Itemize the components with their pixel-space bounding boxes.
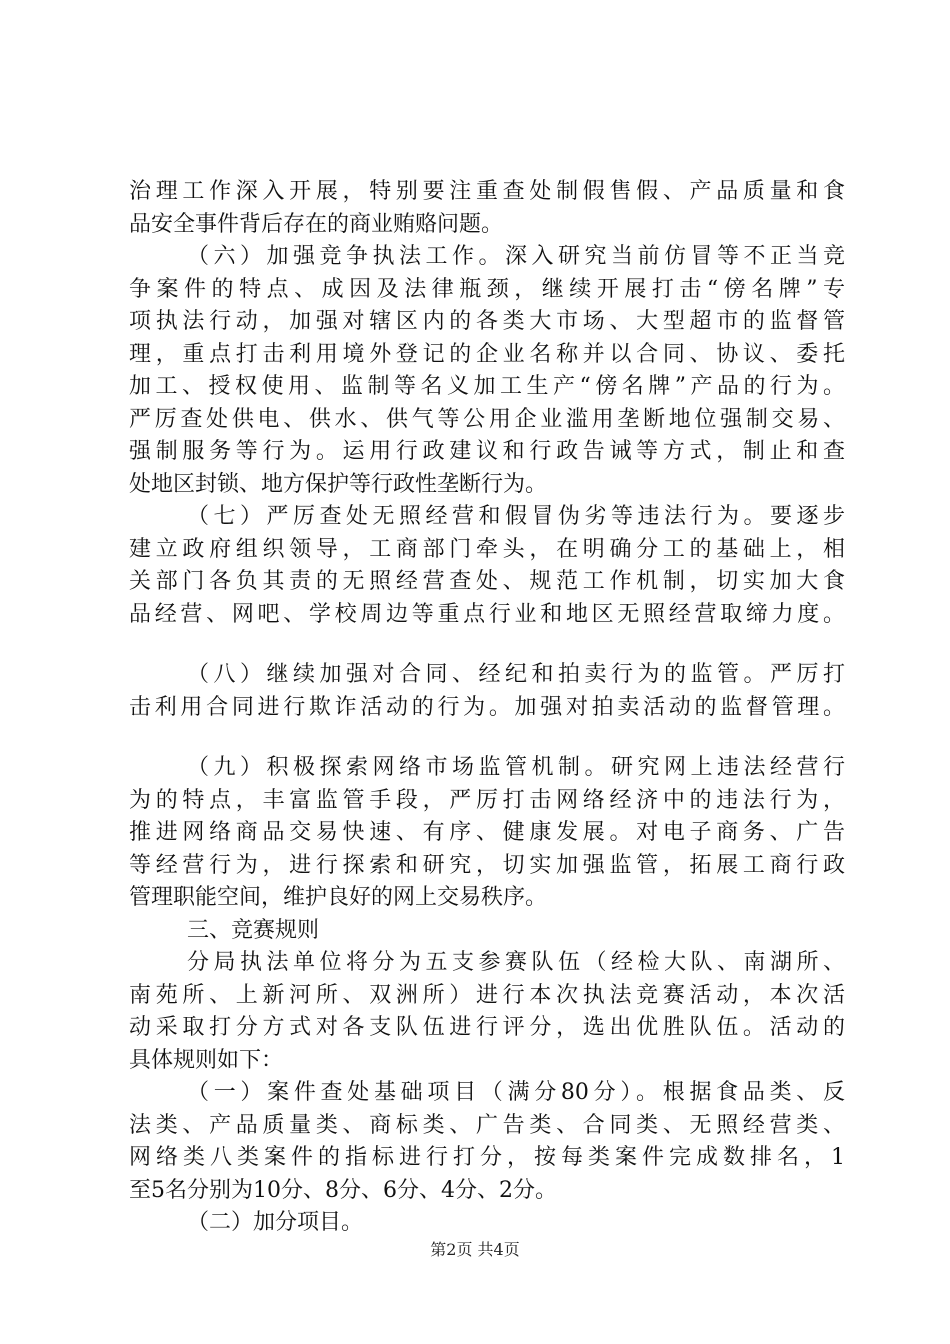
page-footer: 第2页 共4页 [430, 1240, 520, 1259]
text-line: 严厉查处供电、供水、供气等公用企业滥用垄断地位强制交易、 [129, 406, 845, 432]
text-line: 争案件的特点、成因及法律瓶颈，继续开展打击“傍名牌”专 [129, 276, 845, 302]
text-line: 建立政府组织领导，工商部门牵头，在明确分工的基础上，相 [129, 536, 845, 562]
text-line: 南苑所、上新河所、双洲所）进行本次执法竞赛活动，本次活 [129, 982, 845, 1008]
text-line: （一）案件查处基础项目（满分80分）。根据食品类、反 [187, 1080, 845, 1105]
text-line: 品经营、网吧、学校周边等重点行业和地区无照经营取缔力度。 [129, 601, 845, 627]
paragraph-gap [129, 724, 845, 752]
text-line: 分局执法单位将分为五支参赛队伍（经检大队、南湖所、 [187, 950, 845, 975]
section-heading: 三、竞赛规则 [187, 917, 320, 943]
text-line: 处地区封锁、地方保护等行政性垄断行为。 [129, 471, 548, 497]
text-line: （八）继续加强对合同、经纪和拍卖行为的监管。严厉打 [187, 662, 845, 687]
text-line: 等经营行为，进行探索和研究，切实加强监管，拓展工商行政 [129, 852, 845, 878]
text-line: 关部门各负其责的无照经营查处、规范工作机制，切实加大食 [129, 569, 845, 594]
paragraph-gap [129, 631, 845, 659]
text-line: 理，重点打击利用境外登记的企业名称并以合同、协议、委托 [129, 341, 845, 367]
document-body [129, 176, 845, 1240]
text-line: （二）加分项目。 [187, 1210, 364, 1235]
text-line: 动采取打分方式对各支队伍进行评分，选出优胜队伍。活动的 [129, 1015, 845, 1040]
text-line: 管理职能空间，维护良好的网上交易秩序。 [129, 885, 548, 910]
text-line: 项执法行动，加强对辖区内的各类大市场、大型超市的监督管 [129, 309, 845, 334]
text-line: 治理工作深入开展，特别要注重查处制假售假、产品质量和食 [129, 179, 845, 204]
text-line: （九）积极探索网络市场监管机制。研究网上违法经营行 [187, 755, 845, 780]
text-line: 品安全事件背后存在的商业贿赂问题。 [129, 211, 504, 237]
text-line: 强制服务等行为。运用行政建议和行政告诫等方式，制止和查 [129, 439, 845, 464]
text-line: 击利用合同进行欺诈活动的行为。加强对拍卖活动的监督管理。 [129, 694, 845, 720]
text-line: 具体规则如下： [129, 1047, 284, 1073]
text-line: 加工、授权使用、监制等名义加工生产“傍名牌”产品的行为。 [129, 374, 845, 399]
text-line: 推进网络商品交易快速、有序、健康发展。对电子商务、广告 [129, 820, 845, 845]
text-line: 为的特点，丰富监管手段，严厉打击网络经济中的违法行为， [129, 787, 845, 813]
text-line: 网络类八类案件的指标进行打分，按每类案件完成数排名，1 [129, 1145, 845, 1170]
text-line: （六）加强竞争执法工作。深入研究当前仿冒等不正当竞 [187, 244, 845, 269]
text-line: 至5名分别为10分、8分、6分、4分、2分。 [129, 1177, 557, 1203]
text-line: （七）严厉查处无照经营和假冒伪劣等违法行为。要逐步 [187, 504, 845, 529]
text-line: 法类、产品质量类、商标类、广告类、合同类、无照经营类、 [129, 1112, 845, 1138]
